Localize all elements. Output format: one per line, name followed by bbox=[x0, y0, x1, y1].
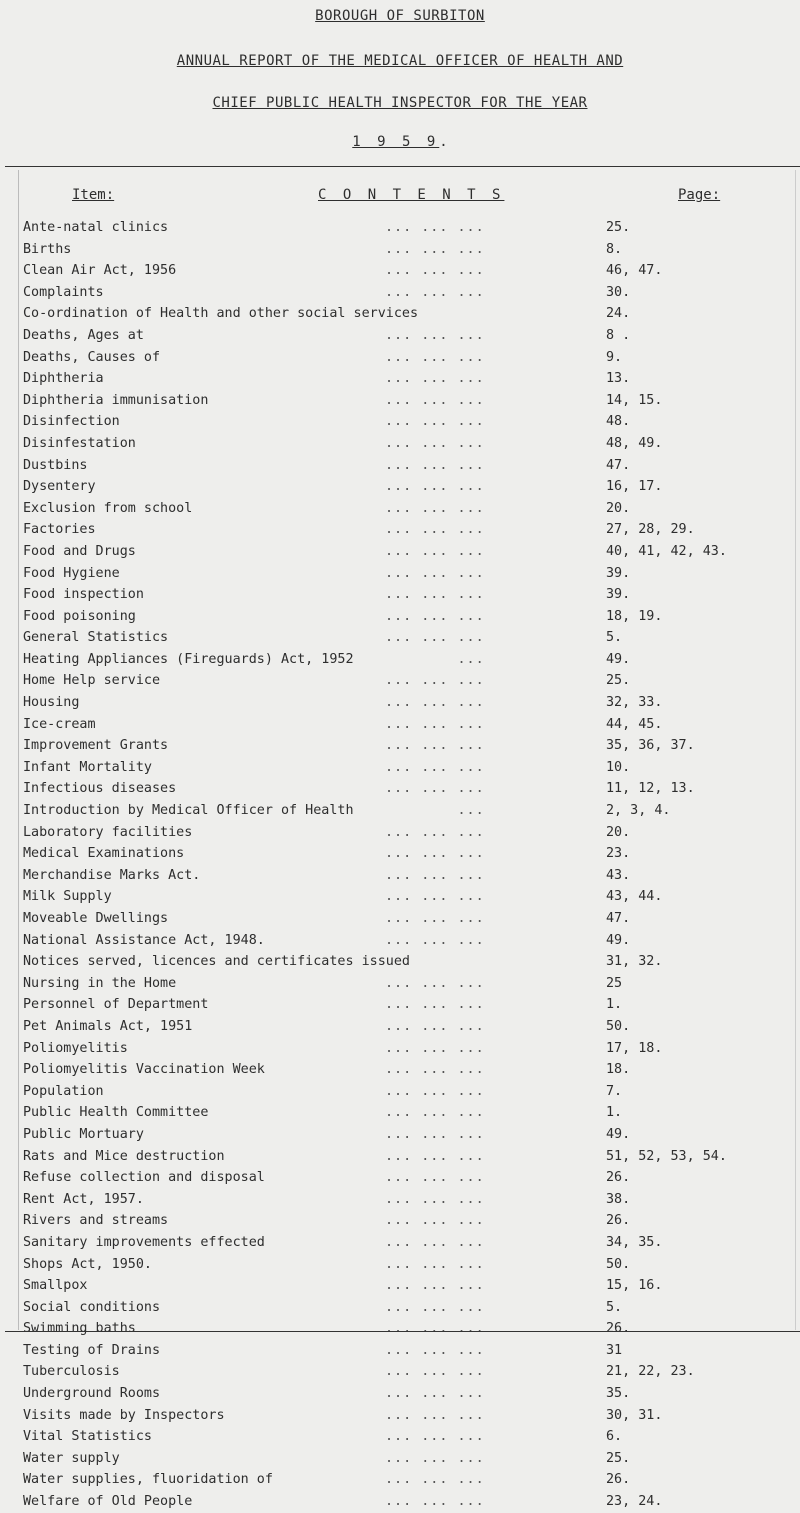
entry-leader-dots: ... ... ... bbox=[385, 284, 485, 300]
entry-leader-dots: ... ... ... bbox=[385, 867, 485, 883]
entry-page: 2, 3, 4. bbox=[606, 803, 671, 819]
entry-label: Laboratory facilities bbox=[23, 824, 193, 840]
contents-entry bbox=[23, 1405, 793, 1427]
contents-entry bbox=[23, 692, 793, 714]
contents-entry bbox=[23, 1275, 793, 1297]
entry-page: 25. bbox=[606, 220, 631, 235]
contents-entry bbox=[23, 1059, 793, 1081]
entry-label: Food and Drugs bbox=[23, 543, 136, 559]
entry-leader-dots: ... ... ... bbox=[385, 975, 485, 991]
entry-leader-dots: ... ... ... bbox=[385, 1170, 485, 1186]
entry-page: 30. bbox=[606, 284, 631, 300]
entry-page: 20. bbox=[606, 824, 631, 840]
entry-page: 25. bbox=[606, 673, 631, 689]
entry-label: Complaints bbox=[23, 284, 104, 300]
entry-leader-dots: ... ... ... bbox=[385, 543, 485, 559]
contents-entry bbox=[23, 347, 793, 369]
entry-page: 32, 33. bbox=[606, 695, 663, 711]
entry-leader-dots: ... ... ... bbox=[385, 695, 485, 711]
entry-page: 35. bbox=[606, 1386, 631, 1402]
entry-leader-dots: ... ... ... bbox=[385, 565, 485, 581]
contents-entry bbox=[23, 498, 793, 520]
entry-leader-dots: ... ... ... bbox=[385, 457, 485, 473]
contents-entry bbox=[23, 1469, 793, 1491]
entry-leader-dots: ... ... ... bbox=[385, 1040, 485, 1056]
contents-entry bbox=[23, 757, 793, 779]
contents-entry bbox=[23, 1448, 793, 1470]
entry-leader-dots: ... ... ... bbox=[385, 1278, 485, 1294]
entry-page: 27, 28, 29. bbox=[606, 522, 695, 538]
column-header-item: Item: bbox=[72, 187, 115, 203]
entry-leader-dots: ... ... ... bbox=[385, 608, 485, 624]
contents-entry bbox=[23, 1254, 793, 1276]
entry-page: 34, 35. bbox=[606, 1234, 663, 1250]
entry-leader-dots: ... ... ... bbox=[385, 1450, 485, 1466]
bottom-rule bbox=[5, 1331, 800, 1332]
contents-entry bbox=[23, 1167, 793, 1189]
contents-entry bbox=[23, 822, 793, 844]
entry-page: 21, 22, 23. bbox=[606, 1364, 695, 1380]
entry-label: Visits made by Inspectors bbox=[23, 1407, 225, 1423]
entry-label: Smallpox bbox=[23, 1278, 88, 1294]
entry-label: Food Hygiene bbox=[23, 565, 120, 581]
left-margin-line bbox=[18, 170, 19, 1330]
contents-entry bbox=[23, 455, 793, 477]
entry-page: 14, 15. bbox=[606, 392, 663, 408]
contents-entry bbox=[23, 1102, 793, 1124]
contents-entry bbox=[23, 411, 793, 433]
entry-label: Welfare of Old People bbox=[23, 1494, 193, 1510]
entry-label: Home Help service bbox=[23, 673, 161, 689]
entry-page: 25 bbox=[606, 975, 623, 991]
entry-page: 8 . bbox=[606, 327, 631, 343]
entry-label: Testing of Drains bbox=[23, 1342, 161, 1358]
contents-entry bbox=[23, 1189, 793, 1211]
entry-label: Rivers and streams bbox=[23, 1213, 169, 1229]
entry-page: 46, 47. bbox=[606, 263, 663, 279]
entry-leader-dots: ... ... ... bbox=[385, 889, 485, 905]
entry-leader-dots: ... ... ... bbox=[385, 371, 485, 387]
contents-entry bbox=[23, 670, 793, 692]
contents-entry bbox=[23, 1016, 793, 1038]
entry-label: Water supply bbox=[23, 1450, 120, 1466]
contents-entry bbox=[23, 519, 793, 541]
entry-page: 40, 41, 42, 43. bbox=[606, 543, 727, 559]
entry-label: Public Health Committee bbox=[23, 1105, 209, 1121]
entry-label: Rent Act, 1957. bbox=[23, 1191, 144, 1207]
entry-leader-dots: ... ... ... bbox=[385, 500, 485, 516]
entry-leader-dots: ... ... ... bbox=[385, 1407, 485, 1423]
entry-leader-dots: ... ... ... bbox=[385, 349, 485, 365]
entry-leader-dots: ... ... ... bbox=[385, 587, 485, 603]
entry-leader-dots: ... ... ... bbox=[385, 824, 485, 840]
entry-leader-dots: ... ... ... bbox=[385, 673, 485, 689]
contents-entry bbox=[23, 649, 793, 671]
entry-label: Diphtheria bbox=[23, 371, 104, 387]
entry-page: 25. bbox=[606, 1450, 631, 1466]
entry-leader-dots: ... ... ... bbox=[385, 1126, 485, 1142]
top-rule bbox=[5, 166, 800, 167]
entry-leader-dots: ... ... ... bbox=[385, 522, 485, 538]
entry-page: 39. bbox=[606, 587, 631, 603]
entry-page: 9. bbox=[606, 349, 623, 365]
entry-label: National Assistance Act, 1948. bbox=[23, 932, 265, 948]
entry-leader-dots: ... ... ... bbox=[385, 932, 485, 948]
entry-label: Social conditions bbox=[23, 1299, 161, 1315]
entry-page: 49. bbox=[606, 651, 631, 667]
entry-page: 49. bbox=[606, 1126, 631, 1142]
contents-entry bbox=[23, 1426, 793, 1448]
entry-page: 24. bbox=[606, 306, 631, 322]
entry-label: Milk Supply bbox=[23, 889, 112, 905]
entry-label: Food inspection bbox=[23, 587, 144, 603]
contents-entry bbox=[23, 1038, 793, 1060]
entry-leader-dots: ... ... ... bbox=[385, 716, 485, 732]
entry-label: Public Mortuary bbox=[23, 1126, 144, 1142]
entry-page: 39. bbox=[606, 565, 631, 581]
contents-entry bbox=[23, 217, 793, 239]
entry-leader-dots: ... ... ... bbox=[385, 1105, 485, 1121]
entry-label: Refuse collection and disposal bbox=[23, 1170, 265, 1186]
entry-label: Vital Statistics bbox=[23, 1429, 152, 1445]
entry-leader-dots: ... ... ... bbox=[385, 1342, 485, 1358]
entry-label: Personnel of Department bbox=[23, 997, 209, 1013]
entry-label: Poliomyelitis bbox=[23, 1040, 128, 1056]
contents-entry bbox=[23, 930, 793, 952]
contents-entry bbox=[23, 260, 793, 282]
entry-page: 26. bbox=[606, 1170, 631, 1186]
contents-entry bbox=[23, 325, 793, 347]
contents-entry bbox=[23, 563, 793, 585]
entry-label: Rats and Mice destruction bbox=[23, 1148, 225, 1164]
contents-entry bbox=[23, 541, 793, 563]
entry-page: 43. bbox=[606, 867, 631, 883]
report-year-suffix: . bbox=[439, 134, 448, 150]
entry-leader-dots: ... ... ... bbox=[385, 263, 485, 279]
entry-page: 47. bbox=[606, 457, 631, 473]
entry-leader-dots: ... ... ... bbox=[385, 1321, 485, 1337]
entry-page: 51, 52, 53, 54. bbox=[606, 1148, 727, 1164]
entry-page: 23, 24. bbox=[606, 1494, 663, 1510]
entry-page: 1. bbox=[606, 1105, 623, 1121]
entry-label: Pet Animals Act, 1951 bbox=[23, 1018, 193, 1034]
entry-leader-dots: ... ... ... bbox=[385, 1148, 485, 1164]
contents-entry bbox=[23, 1232, 793, 1254]
contents-list bbox=[23, 217, 793, 1513]
entry-page: 18. bbox=[606, 1062, 631, 1078]
report-year bbox=[0, 134, 800, 150]
entry-label: Ice-cream bbox=[23, 716, 96, 732]
entry-page: 47. bbox=[606, 911, 631, 926]
entry-page: 10. bbox=[606, 759, 631, 775]
entry-label: Underground Rooms bbox=[23, 1386, 161, 1402]
entry-label: Introduction by Medical Officer of Health bbox=[23, 803, 354, 819]
entry-page: 7. bbox=[606, 1083, 623, 1099]
contents-entry bbox=[23, 282, 793, 304]
entry-leader-dots: ... ... ... bbox=[385, 414, 485, 430]
entry-leader-dots: ... bbox=[385, 803, 485, 819]
contents-entry bbox=[23, 239, 793, 261]
entry-leader-dots: ... ... ... bbox=[385, 1018, 485, 1034]
entry-page: 17, 18. bbox=[606, 1040, 663, 1056]
contents-entry bbox=[23, 476, 793, 498]
entry-page: 50. bbox=[606, 1018, 631, 1034]
entry-label: Moveable Dwellings bbox=[23, 911, 169, 926]
contents-entry bbox=[23, 735, 793, 757]
contents-entry bbox=[23, 994, 793, 1016]
entry-leader-dots: ... ... ... bbox=[385, 435, 485, 451]
entry-label: Population bbox=[23, 1083, 104, 1099]
contents-entry bbox=[23, 908, 793, 930]
entry-leader-dots: ... ... ... bbox=[385, 1256, 485, 1272]
entry-page: 26. bbox=[606, 1213, 631, 1229]
entry-leader-dots: ... ... ... bbox=[385, 1386, 485, 1402]
entry-label: Heating Appliances (Fireguards) Act, 1952 bbox=[23, 651, 354, 667]
contents-entry bbox=[23, 433, 793, 455]
entry-leader-dots: ... ... ... bbox=[385, 1429, 485, 1445]
entry-label: Medical Examinations bbox=[23, 846, 185, 862]
contents-entry bbox=[23, 865, 793, 887]
entry-page: 31, 32. bbox=[606, 954, 663, 970]
entry-leader-dots: ... ... ... bbox=[385, 241, 485, 257]
report-title-line-1: ANNUAL REPORT OF THE MEDICAL OFFICER OF HEALTH AND bbox=[176, 53, 624, 69]
entry-leader-dots: ... ... ... bbox=[385, 911, 485, 926]
entry-leader-dots: ... ... ... bbox=[385, 479, 485, 495]
contents-entry bbox=[23, 1491, 793, 1513]
entry-leader-dots: ... ... ... bbox=[385, 1083, 485, 1099]
entry-leader-dots: ... ... ... bbox=[385, 1213, 485, 1229]
contents-entry bbox=[23, 1361, 793, 1383]
contents-entry bbox=[23, 1340, 793, 1362]
entry-label: Deaths, Ages at bbox=[23, 327, 144, 343]
contents-entry bbox=[23, 584, 793, 606]
entry-leader-dots: ... ... ... bbox=[385, 1364, 485, 1380]
entry-page: 43, 44. bbox=[606, 889, 663, 905]
entry-leader-dots: ... ... ... bbox=[385, 392, 485, 408]
entry-label: Dustbins bbox=[23, 457, 88, 473]
entry-label: Infectious diseases bbox=[23, 781, 177, 797]
entry-label: Sanitary improvements effected bbox=[23, 1234, 265, 1250]
entry-leader-dots: ... ... ... bbox=[385, 846, 485, 862]
report-year-value: 1 9 5 9 bbox=[352, 134, 440, 150]
column-header-contents: C O N T E N T S bbox=[318, 187, 505, 203]
entry-label: Swimming baths bbox=[23, 1321, 136, 1337]
contents-entry bbox=[23, 714, 793, 736]
entry-label: Notices served, licences and certificates issued bbox=[23, 954, 410, 970]
entry-label: Shops Act, 1950. bbox=[23, 1256, 152, 1272]
borough-heading: BOROUGH OF SURBITON bbox=[315, 8, 485, 24]
entry-page: 49. bbox=[606, 932, 631, 948]
entry-leader-dots: ... ... ... bbox=[385, 759, 485, 775]
entry-page: 23. bbox=[606, 846, 631, 862]
contents-entry bbox=[23, 1383, 793, 1405]
entry-leader-dots: ... ... ... bbox=[385, 327, 485, 343]
contents-entry bbox=[23, 800, 793, 822]
entry-leader-dots: ... ... ... bbox=[385, 1299, 485, 1315]
entry-label: Improvement Grants bbox=[23, 738, 169, 754]
entry-leader-dots: ... bbox=[385, 651, 485, 667]
entry-leader-dots: ... ... ... bbox=[385, 1191, 485, 1207]
entry-page: 44, 45. bbox=[606, 716, 663, 732]
contents-entry bbox=[23, 627, 793, 649]
entry-label: Diphtheria immunisation bbox=[23, 392, 209, 408]
contents-entry bbox=[23, 886, 793, 908]
entry-leader-dots: ... ... ... bbox=[385, 220, 485, 235]
right-margin-line bbox=[795, 170, 796, 1330]
contents-entry bbox=[23, 368, 793, 390]
entry-page: 31 bbox=[606, 1342, 623, 1358]
contents-entry bbox=[23, 390, 793, 412]
entry-page: 13. bbox=[606, 371, 631, 387]
entry-page: 30, 31. bbox=[606, 1407, 663, 1423]
entry-leader-dots: ... ... ... bbox=[385, 738, 485, 754]
contents-entry bbox=[23, 1081, 793, 1103]
entry-leader-dots: ... ... ... bbox=[385, 1472, 485, 1488]
contents-entry bbox=[23, 1318, 793, 1340]
contents-entry bbox=[23, 303, 793, 325]
contents-entry bbox=[23, 1297, 793, 1319]
entry-page: 26. bbox=[606, 1472, 631, 1488]
contents-entry bbox=[23, 1146, 793, 1168]
contents-entry bbox=[23, 606, 793, 628]
contents-entry bbox=[23, 1210, 793, 1232]
entry-label: Births bbox=[23, 241, 72, 257]
entry-label: Disinfection bbox=[23, 414, 120, 430]
entry-page: 26. bbox=[606, 1321, 631, 1337]
entry-page: 48, 49. bbox=[606, 435, 663, 451]
entry-label: Water supplies, fluoridation of bbox=[23, 1472, 273, 1488]
contents-entry bbox=[23, 951, 793, 973]
entry-leader-dots: ... ... ... bbox=[385, 1234, 485, 1250]
entry-page: 38. bbox=[606, 1191, 631, 1207]
entry-page: 48. bbox=[606, 414, 631, 430]
entry-label: Deaths, Causes of bbox=[23, 349, 161, 365]
entry-label: Food poisoning bbox=[23, 608, 136, 624]
entry-page: 35, 36, 37. bbox=[606, 738, 695, 754]
contents-entry bbox=[23, 1124, 793, 1146]
entry-page: 5. bbox=[606, 1299, 623, 1315]
entry-leader-dots: ... ... ... bbox=[385, 1062, 485, 1078]
entry-leader-dots: ... ... ... bbox=[385, 997, 485, 1013]
entry-leader-dots: ... ... ... bbox=[385, 781, 485, 797]
column-header-page: Page: bbox=[678, 187, 721, 203]
entry-leader-dots: ... ... ... bbox=[385, 630, 485, 646]
entry-label: Merchandise Marks Act. bbox=[23, 867, 201, 883]
entry-label: Poliomyelitis Vaccination Week bbox=[23, 1062, 265, 1078]
entry-page: 6. bbox=[606, 1429, 623, 1445]
entry-label: Nursing in the Home bbox=[23, 975, 177, 991]
entry-page: 15, 16. bbox=[606, 1278, 663, 1294]
entry-page: 8. bbox=[606, 241, 623, 257]
entry-page: 20. bbox=[606, 500, 631, 516]
entry-page: 1. bbox=[606, 997, 623, 1013]
entry-label: Ante-natal clinics bbox=[23, 220, 169, 235]
entry-page: 18, 19. bbox=[606, 608, 663, 624]
entry-page: 11, 12, 13. bbox=[606, 781, 695, 797]
contents-entry bbox=[23, 778, 793, 800]
entry-page: 16, 17. bbox=[606, 479, 663, 495]
entry-label: Infant Mortality bbox=[23, 759, 152, 775]
entry-label: Disinfestation bbox=[23, 435, 136, 451]
contents-entry bbox=[23, 843, 793, 865]
entry-label: Factories bbox=[23, 522, 96, 538]
report-title-line-2: CHIEF PUBLIC HEALTH INSPECTOR FOR THE YEAR bbox=[212, 95, 588, 111]
entry-label: General Statistics bbox=[23, 630, 169, 646]
entry-page: 5. bbox=[606, 630, 623, 646]
entry-page: 50. bbox=[606, 1256, 631, 1272]
entry-label: Tuberculosis bbox=[23, 1364, 120, 1380]
entry-label: Co-ordination of Health and other social services bbox=[23, 306, 419, 322]
entry-label: Exclusion from school bbox=[23, 500, 193, 516]
contents-entry bbox=[23, 973, 793, 995]
entry-label: Clean Air Act, 1956 bbox=[23, 263, 177, 279]
entry-label: Housing bbox=[23, 695, 80, 711]
entry-label: Dysentery bbox=[23, 479, 96, 495]
entry-leader-dots: ... ... ... bbox=[385, 1494, 485, 1510]
